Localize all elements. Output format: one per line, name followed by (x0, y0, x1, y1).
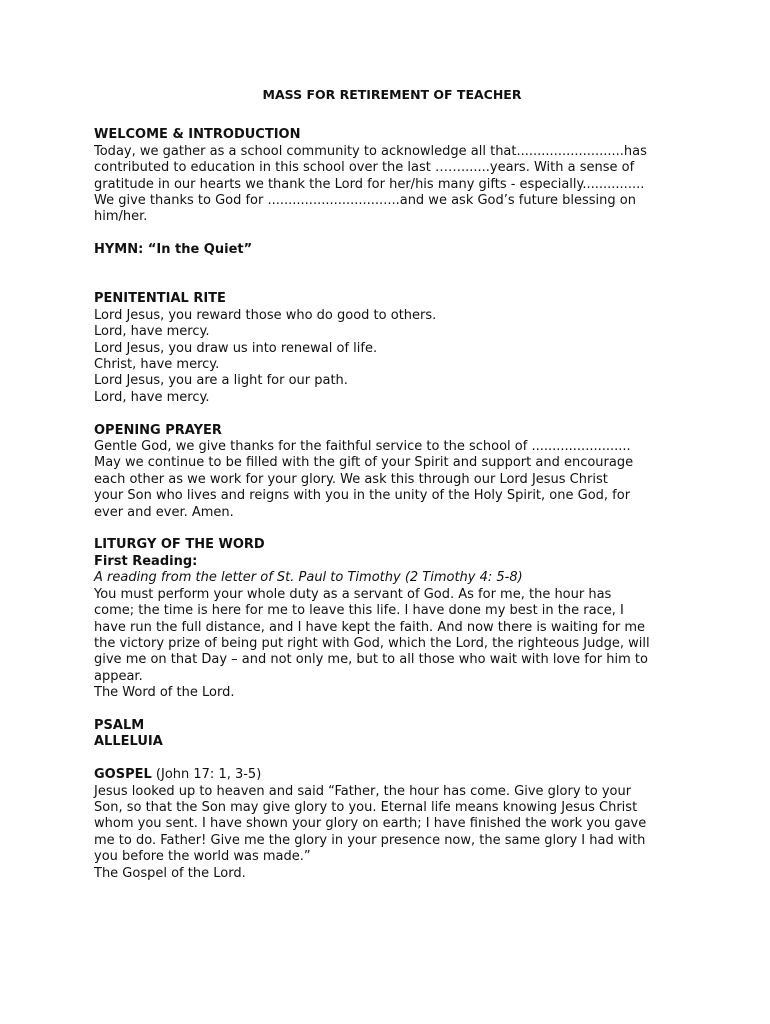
opening-prayer-heading: OPENING PRAYER (94, 422, 222, 438)
gospel-line: Son, so that the Son may give glory to you. Eternal life means knowing Jesus Christ (94, 799, 638, 815)
first-reading-label: First Reading: (94, 553, 198, 569)
welcome-section (94, 127, 694, 225)
liturgy-heading: LITURGY OF THE WORD (94, 537, 265, 553)
gospel-heading: GOSPEL (94, 767, 152, 783)
gospel-line: you before the world was made.” (94, 849, 311, 865)
gospel-line: me to do. Father! Give me the glory in your presence now, the same glory I had with (94, 832, 646, 848)
penitential-line: Lord Jesus, you draw us into renewal of life. (94, 340, 378, 356)
document-title: MASS FOR RETIREMENT OF TEACHER (262, 87, 522, 102)
spacer (94, 259, 694, 275)
gospel-reference: (John 17: 1, 3-5) (151, 767, 262, 783)
penitential-section (94, 291, 694, 406)
welcome-line: Today, we gather as a school community to acknowledge all that..........................has (94, 143, 647, 159)
opening-prayer-line: May we continue to be filled with the gift of your Spirit and support and encourage (94, 455, 634, 471)
opening-prayer-line: each other as we work for your glory. We ask this through our Lord Jesus Christ (94, 471, 608, 487)
reading-line: the victory prize of being put right with God, which the Lord, the righteous Judge, will (94, 635, 650, 651)
gospel-heading-line (94, 767, 694, 783)
penitential-heading: PENITENTIAL RITE (94, 291, 226, 307)
hymn-heading: HYMN: “In the Quiet” (94, 242, 253, 258)
liturgy-section (94, 537, 694, 701)
penitential-line: Lord Jesus, you are a light for our path. (94, 373, 348, 389)
document-page (94, 87, 694, 882)
gospel-line: Jesus looked up to heaven and said “Father, the hour has come. Give glory to your (94, 783, 632, 799)
welcome-line: We give thanks to God for ................................and we ask God’s future blessing on (94, 193, 636, 209)
spacer (94, 521, 694, 537)
psalm-heading: PSALM (94, 717, 145, 733)
reading-line: come; the time is here for me to leave this life. I have done my best in the race, I (94, 603, 624, 619)
reading-line: have run the full distance, and I have kept the faith. And now there is waiting for me (94, 619, 646, 635)
welcome-heading: WELCOME & INTRODUCTION (94, 127, 301, 143)
welcome-line: contributed to education in this school over the last …….......years. With a sense of (94, 160, 635, 176)
reading-intro: A reading from the letter of St. Paul to Timothy (2 Timothy 4: 5-8) (94, 570, 523, 586)
spacer (94, 406, 694, 422)
opening-prayer-line: your Son who lives and reigns with you in the unity of the Holy Spirit, one God, for (94, 488, 631, 504)
spacer (94, 702, 694, 718)
penitential-line: Christ, have mercy. (94, 357, 220, 373)
reading-line: You must perform your whole duty as a servant of God. As for me, the hour has (94, 586, 612, 602)
reading-line: give me on that Day – and not only me, but to all those who wait with love for him to (94, 652, 648, 668)
penitential-line: Lord, have mercy. (94, 389, 210, 405)
gospel-line: whom you sent. I have shown your glory on earth; I have finished the work you gave (94, 816, 647, 832)
opening-prayer-line: ever and ever. Amen. (94, 504, 234, 520)
penitential-line: Lord Jesus, you reward those who do good to others. (94, 307, 437, 323)
welcome-line: gratitude in our hearts we thank the Lord for her/his many gifts - especially............... (94, 176, 645, 192)
opening-prayer-line: Gentle God, we give thanks for the faithful service to the school of ........................ (94, 439, 631, 455)
gospel-line: The Gospel of the Lord. (94, 865, 246, 881)
spacer (94, 275, 694, 291)
spacer (94, 103, 694, 127)
gospel-section (94, 767, 694, 882)
reading-line: appear. (94, 668, 143, 684)
spacer (94, 226, 694, 242)
reading-line: The Word of the Lord. (94, 685, 235, 701)
opening-prayer-section (94, 423, 694, 521)
spacer (94, 751, 694, 767)
alleluia-heading: ALLELUIA (94, 734, 163, 750)
welcome-line: him/her. (94, 209, 148, 225)
penitential-line: Lord, have mercy. (94, 324, 210, 340)
